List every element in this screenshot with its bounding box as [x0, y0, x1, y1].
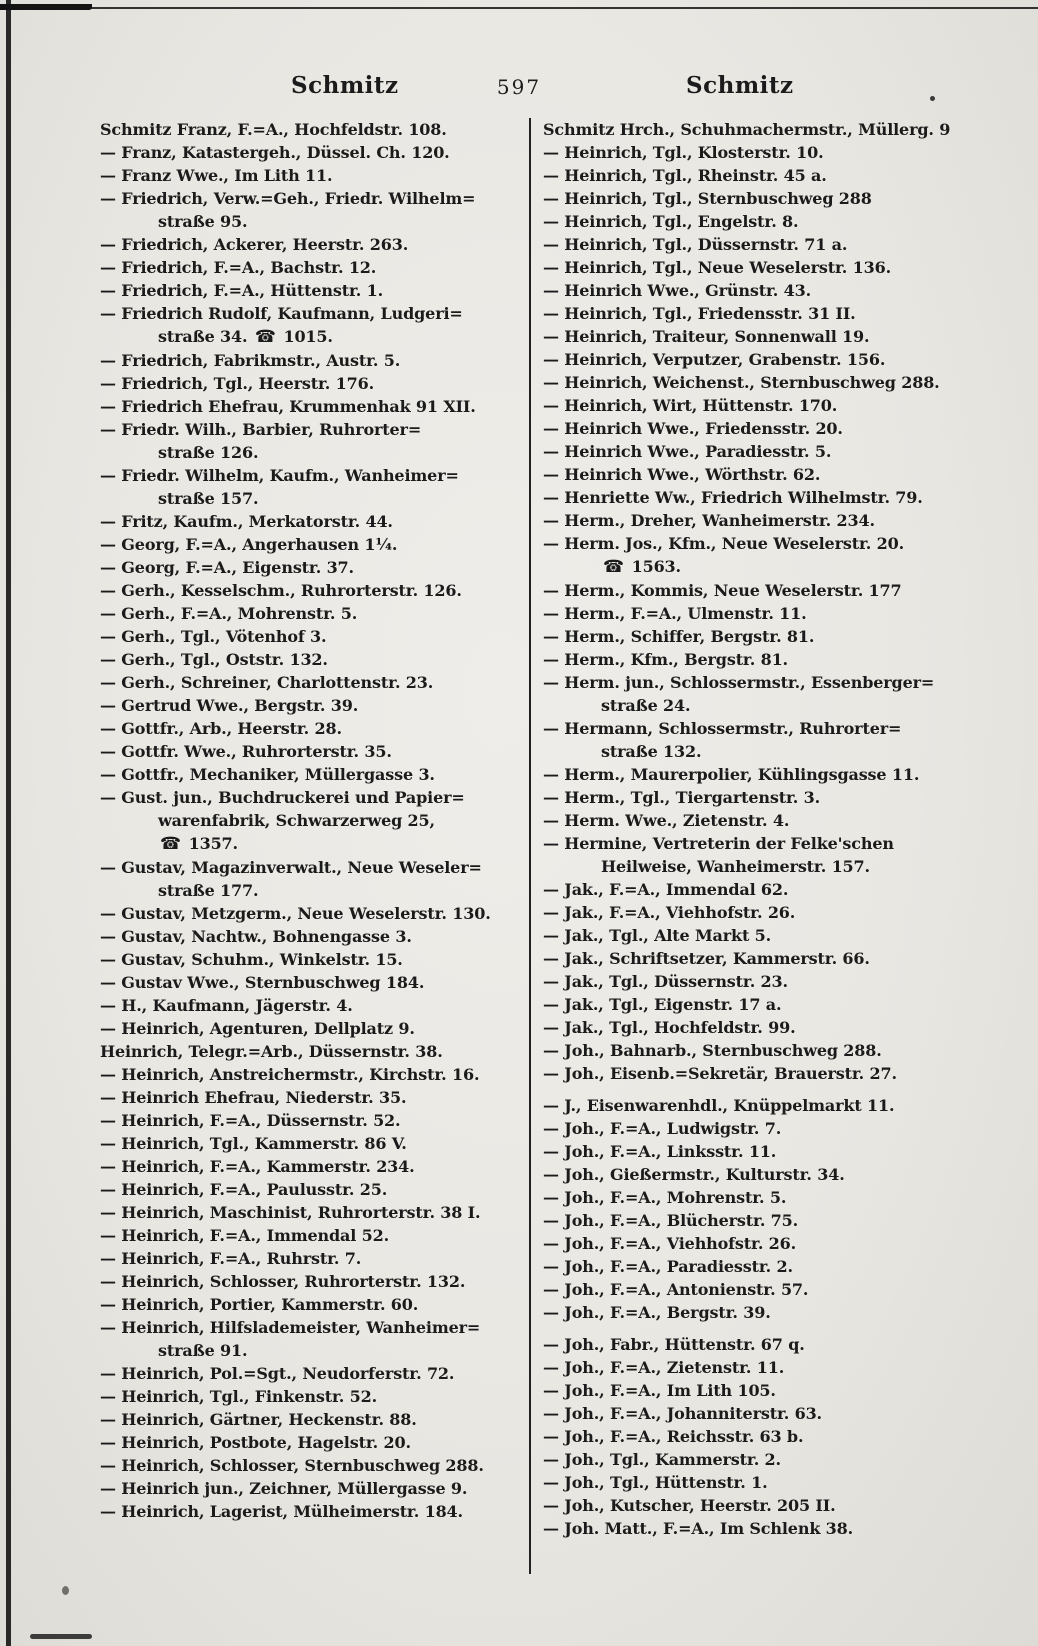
- directory-entry: — Heinrich Wwe., Paradiesstr. 5.: [543, 442, 832, 461]
- directory-entry: Schmitz Franz, F.=A., Hochfeldstr. 108.: [100, 120, 447, 139]
- telephone-icon: ☎: [160, 834, 182, 854]
- directory-entry: — Gottfr., Arb., Heerstr. 28.: [100, 719, 342, 738]
- directory-entry: — Herm., Schiffer, Bergstr. 81.: [543, 627, 815, 646]
- directory-entry: — Fritz, Kaufm., Merkatorstr. 44.: [100, 512, 393, 531]
- directory-columns: [100, 118, 959, 1574]
- directory-entry: — Heinrich, F.=A., Ruhrstr. 7.: [100, 1249, 362, 1268]
- directory-entry: — Heinrich Wwe., Wörthstr. 62.: [543, 465, 821, 484]
- directory-entry: — Heinrich, Agenturen, Dellplatz 9.: [100, 1019, 415, 1038]
- header-title-right: Schmitz: [686, 72, 794, 99]
- directory-entry: — Herm. Jos., Kfm., Neue Weselerstr. 20. ☎ 1563.: [543, 534, 905, 577]
- directory-entry: — Jak., F.=A., Immendal 62.: [543, 880, 789, 899]
- directory-entry: — Joh., F.=A., Mohrenstr. 5.: [543, 1188, 787, 1207]
- directory-entry: — Gerh., Tgl., Vötenhof 3.: [100, 627, 327, 646]
- directory-entry: — Jak., Schriftsetzer, Kammerstr. 66.: [543, 949, 870, 968]
- directory-entry: — Heinrich, Verputzer, Grabenstr. 156.: [543, 350, 886, 369]
- directory-entry: — Franz, Katastergeh., Düssel. Ch. 120.: [100, 143, 450, 162]
- directory-entry: — Heinrich, Wirt, Hüttenstr. 170.: [543, 396, 838, 415]
- directory-entry: — J., Eisenwarenhdl., Knüppelmarkt 11.: [543, 1096, 895, 1115]
- page-header: [0, 72, 1038, 104]
- directory-entry: — Joh., F.=A., Bergstr. 39.: [543, 1303, 771, 1322]
- directory-entry: — Gerh., Kesselschm., Ruhrorterstr. 126.: [100, 581, 462, 600]
- directory-entry: — Joh., Kutscher, Heerstr. 205 II.: [543, 1496, 836, 1515]
- directory-column-right: [543, 118, 959, 1574]
- directory-entry: — Jak., Tgl., Alte Markt 5.: [543, 926, 772, 945]
- directory-entry: — Heinrich, Pol.=Sgt., Neudorferstr. 72.: [100, 1364, 455, 1383]
- directory-entry: — Friedr. Wilh., Barbier, Ruhrorter= straße 126.: [100, 420, 422, 462]
- directory-entry: — Henriette Ww., Friedrich Wilhelmstr. 79.: [543, 488, 923, 507]
- directory-entry: — Georg, F.=A., Angerhausen 1¼.: [100, 535, 398, 554]
- directory-entry: — Joh., Gießermstr., Kulturstr. 34.: [543, 1165, 845, 1184]
- directory-entry: — Joh., Tgl., Kammerstr. 2.: [543, 1450, 781, 1469]
- directory-entry: — Friedrich, F.=A., Hüttenstr. 1.: [100, 281, 383, 300]
- directory-entry: — Friedr. Wilhelm, Kaufm., Wanheimer= straße 157.: [100, 466, 459, 508]
- directory-entry: — Heinrich, Tgl., Engelstr. 8.: [543, 212, 799, 231]
- directory-entry: — Friedrich Rudolf, Kaufmann, Ludgeri= straße 34. ☎ 1015.: [100, 304, 463, 347]
- directory-entry: — Herm., Tgl., Tiergartenstr. 3.: [543, 788, 821, 807]
- directory-entry: — Heinrich, Schlosser, Sternbuschweg 288.: [100, 1456, 484, 1475]
- directory-entry: — Georg, F.=A., Eigenstr. 37.: [100, 558, 354, 577]
- directory-entry: — Joh., F.=A., Ludwigstr. 7.: [543, 1119, 782, 1138]
- header-title-left: Schmitz: [291, 72, 399, 99]
- directory-entry: — Joh., F.=A., Linksstr. 11.: [543, 1142, 777, 1161]
- directory-entry: Heinrich, Telegr.=Arb., Düssernstr. 38.: [100, 1042, 443, 1061]
- directory-entry: — Gustav, Nachtw., Bohnengasse 3.: [100, 927, 412, 946]
- directory-entry: — Jak., Tgl., Düssernstr. 23.: [543, 972, 788, 991]
- directory-entry: — Gustav Wwe., Sternbuschweg 184.: [100, 973, 425, 992]
- directory-entry: — Jak., Tgl., Eigenstr. 17 a.: [543, 995, 782, 1014]
- directory-entry: — Hermine, Vertreterin der Felke'schen Heilweise, Wanheimerstr. 157.: [543, 834, 894, 876]
- directory-entry: — Heinrich, Tgl., Klosterstr. 10.: [543, 143, 824, 162]
- directory-entry: — Hermann, Schlossermstr., Ruhrorter= straße 132.: [543, 719, 902, 761]
- directory-entry: — Herm. jun., Schlossermstr., Essenberger= straße 24.: [543, 673, 935, 715]
- directory-entry: — Heinrich, Tgl., Rheinstr. 45 a.: [543, 166, 827, 185]
- directory-entry: — Joh., F.=A., Paradiesstr. 2.: [543, 1257, 793, 1276]
- directory-entry: — Heinrich, F.=A., Düssernstr. 52.: [100, 1111, 401, 1130]
- directory-entry: — Joh., Bahnarb., Sternbuschweg 288.: [543, 1041, 882, 1060]
- directory-entry: — Joh., Tgl., Hüttenstr. 1.: [543, 1473, 768, 1492]
- directory-entry: — Heinrich, Tgl., Neue Weselerstr. 136.: [543, 258, 892, 277]
- directory-entry: — Heinrich, Tgl., Kammerstr. 86 V.: [100, 1134, 407, 1153]
- directory-entry: — Heinrich, Gärtner, Heckenstr. 88.: [100, 1410, 417, 1429]
- directory-entry: — Heinrich, Lagerist, Mülheimerstr. 184.: [100, 1502, 463, 1521]
- directory-entry: — Gertrud Wwe., Bergstr. 39.: [100, 696, 359, 715]
- directory-entry: — H., Kaufmann, Jägerstr. 4.: [100, 996, 353, 1015]
- directory-entry: — Joh., F.=A., Antonienstr. 57.: [543, 1280, 809, 1299]
- directory-entry: — Gerh., Schreiner, Charlottenstr. 23.: [100, 673, 434, 692]
- page-number: 597: [496, 75, 542, 99]
- directory-entry: — Friedrich, Ackerer, Heerstr. 263.: [100, 235, 409, 254]
- directory-entry: — Gottfr., Mechaniker, Müllergasse 3.: [100, 765, 435, 784]
- directory-entry: — Joh., F.=A., Reichsstr. 63 b.: [543, 1427, 804, 1446]
- directory-entry: — Herm., Kfm., Bergstr. 81.: [543, 650, 788, 669]
- directory-entry: — Joh., Eisenb.=Sekretär, Brauerstr. 27.: [543, 1064, 897, 1083]
- directory-entry: — Heinrich, Maschinist, Ruhrorterstr. 38 I.: [100, 1203, 481, 1222]
- directory-entry: — Heinrich Ehefrau, Niederstr. 35.: [100, 1088, 407, 1107]
- directory-entry: — Gust. jun., Buchdruckerei und Papier= warenfabrik, Schwarzerweg 25, ☎ 1357.: [100, 788, 465, 854]
- directory-entry: — Heinrich, Traiteur, Sonnenwall 19.: [543, 327, 870, 346]
- directory-entry: — Friedrich, Verw.=Geh., Friedr. Wilhelm= straße 95.: [100, 189, 476, 231]
- directory-entry: — Joh., F.=A., Im Lith 105.: [543, 1381, 776, 1400]
- directory-entry: — Gustav, Metzgerm., Neue Weselerstr. 130.: [100, 904, 491, 923]
- column-divider: [529, 118, 531, 1574]
- directory-entry: — Heinrich Wwe., Friedensstr. 20.: [543, 419, 843, 438]
- directory-entry: — Friedrich, Fabrikmstr., Austr. 5.: [100, 351, 401, 370]
- directory-entry: — Heinrich Wwe., Grünstr. 43.: [543, 281, 812, 300]
- directory-entry: — Joh. Matt., F.=A., Im Schlenk 38.: [543, 1519, 854, 1538]
- directory-entry: — Jak., Tgl., Hochfeldstr. 99.: [543, 1018, 796, 1037]
- directory-entry: — Joh., Fabr., Hüttenstr. 67 q.: [543, 1335, 805, 1354]
- directory-entry: — Heinrich, Tgl., Friedensstr. 31 II.: [543, 304, 856, 323]
- directory-entry: — Gerh., Tgl., Oststr. 132.: [100, 650, 328, 669]
- directory-entry: — Heinrich, F.=A., Immendal 52.: [100, 1226, 389, 1245]
- directory-entry: — Heinrich, Portier, Kammerstr. 60.: [100, 1295, 419, 1314]
- directory-entry: — Herm. Wwe., Zietenstr. 4.: [543, 811, 790, 830]
- directory-entry: — Joh., F.=A., Zietenstr. 11.: [543, 1358, 785, 1377]
- directory-entry: — Heinrich, Tgl., Finkenstr. 52.: [100, 1387, 377, 1406]
- scan-artifact-top-edge: [0, 7, 1038, 9]
- directory-entry: — Heinrich jun., Zeichner, Müllergasse 9.: [100, 1479, 468, 1498]
- directory-entry: — Heinrich, Schlosser, Ruhrorterstr. 132.: [100, 1272, 466, 1291]
- directory-entry: — Gerh., F.=A., Mohrenstr. 5.: [100, 604, 358, 623]
- scan-artifact-top-left-edge: [0, 4, 92, 10]
- telephone-icon: ☎: [254, 327, 277, 347]
- directory-entry: — Jak., F.=A., Viehhofstr. 26.: [543, 903, 796, 922]
- directory-entry: — Heinrich, Tgl., Sternbuschweg 288: [543, 189, 872, 208]
- directory-entry: — Herm., Kommis, Neue Weselerstr. 177: [543, 581, 902, 600]
- scan-speck-bottom-left: [62, 1586, 69, 1595]
- directory-entry: — Herm., Dreher, Wanheimerstr. 234.: [543, 511, 875, 530]
- directory-entry: — Joh., F.=A., Viehhofstr. 26.: [543, 1234, 797, 1253]
- scan-artifact-left-edge: [6, 0, 11, 1646]
- directory-entry: — Heinrich, Anstreichermstr., Kirchstr. 16.: [100, 1065, 480, 1084]
- directory-entry: — Gottfr. Wwe., Ruhrorterstr. 35.: [100, 742, 392, 761]
- directory-entry: — Franz Wwe., Im Lith 11.: [100, 166, 333, 185]
- directory-entry: — Friedrich, Tgl., Heerstr. 176.: [100, 374, 375, 393]
- scan-artifact-bottom-smudge: [30, 1634, 92, 1639]
- directory-entry: — Friedrich, F.=A., Bachstr. 12.: [100, 258, 377, 277]
- directory-entry: — Joh., F.=A., Blücherstr. 75.: [543, 1211, 799, 1230]
- directory-entry: — Heinrich, F.=A., Kammerstr. 234.: [100, 1157, 415, 1176]
- directory-entry: — Heinrich, Tgl., Düssernstr. 71 a.: [543, 235, 848, 254]
- directory-column-left: [100, 118, 512, 1574]
- directory-entry: — Heinrich, Postbote, Hagelstr. 20.: [100, 1433, 411, 1452]
- directory-entry: — Herm., F.=A., Ulmenstr. 11.: [543, 604, 807, 623]
- directory-entry: — Joh., F.=A., Johanniterstr. 63.: [543, 1404, 822, 1423]
- telephone-icon: ☎: [603, 557, 625, 577]
- directory-entry: — Heinrich, Hilfslademeister, Wanheimer= straße 91.: [100, 1318, 481, 1360]
- directory-entry: — Friedrich Ehefrau, Krummenhak 91 XII.: [100, 397, 476, 416]
- directory-entry: Schmitz Hrch., Schuhmachermstr., Müllerg. 9: [543, 120, 951, 139]
- directory-entry: — Herm., Maurerpolier, Kühlingsgasse 11.: [543, 765, 920, 784]
- directory-entry: — Gustav, Magazinverwalt., Neue Weseler= straße 177.: [100, 858, 482, 900]
- directory-entry: — Heinrich, F.=A., Paulusstr. 25.: [100, 1180, 388, 1199]
- directory-entry: — Gustav, Schuhm., Winkelstr. 15.: [100, 950, 403, 969]
- directory-entry: — Heinrich, Weichenst., Sternbuschweg 288.: [543, 373, 940, 392]
